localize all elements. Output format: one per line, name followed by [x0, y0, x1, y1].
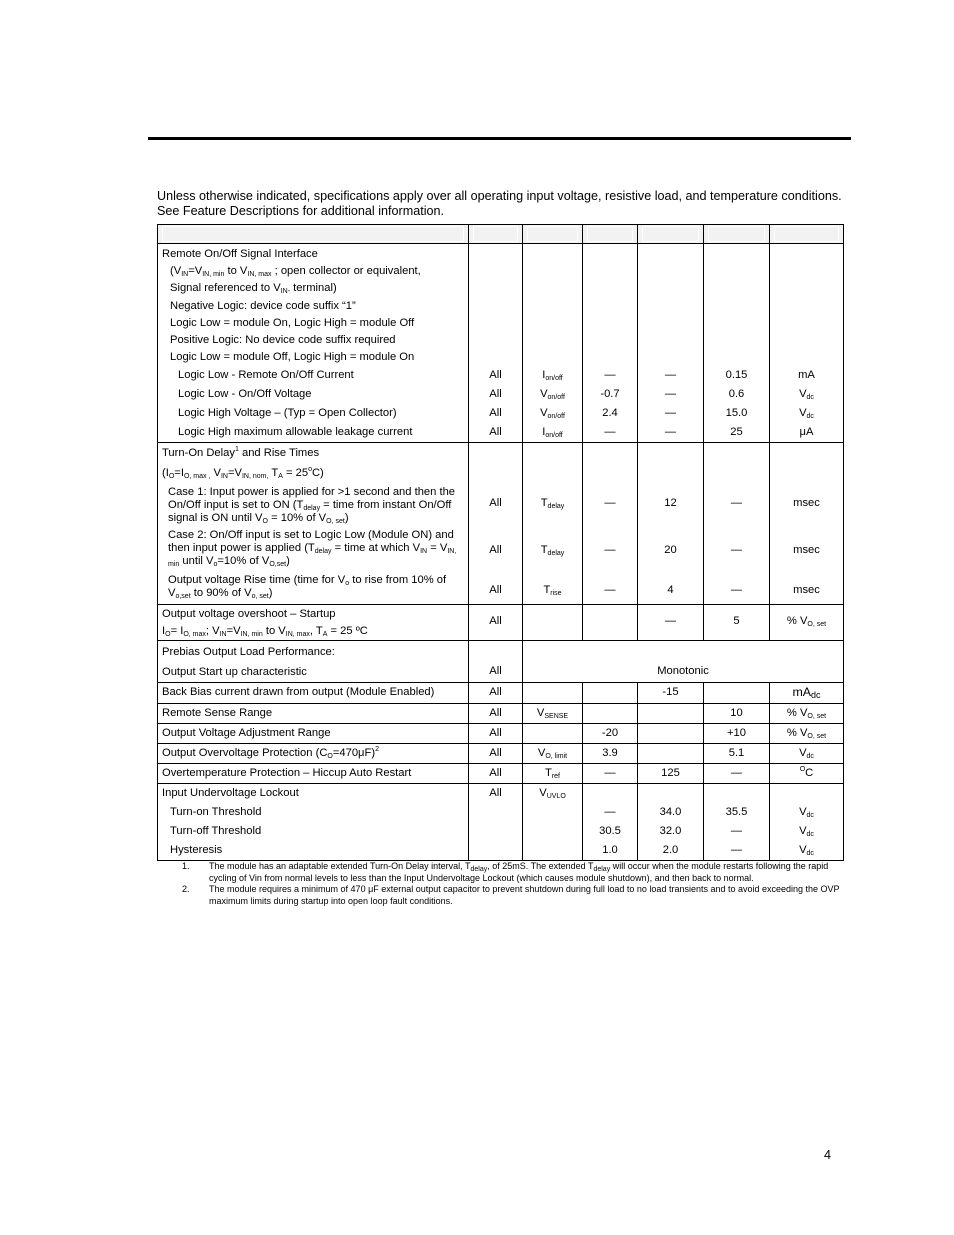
section-title: Remote On/Off Signal Interface	[162, 248, 318, 260]
param-label: Hysteresis	[170, 844, 223, 857]
symbol-cell: $I_{on/off}$ $V_{on/off}$ $V_{on/off}$ $I_{on/off}$	[523, 244, 583, 443]
table-row-uvlo	[158, 784, 844, 861]
case1-text: Case 1: Input power is applied for >1 second and then the On/Off input is set to ON ($T_{delay}$ = time from instant On/Off signal is ON until $V_O = 10\%$ of $V_{O, set}$)	[168, 486, 456, 526]
header-cell-symbol	[523, 225, 583, 244]
symbol-cell	[523, 605, 583, 641]
symbol-cell: $T_{ref}$	[523, 764, 583, 784]
unit-cell: msec msec msec	[770, 443, 844, 605]
table-row-turn-on-delay	[158, 443, 844, 605]
condition-line: $I_O= I_{O, max}$; $V_{IN}=V_{IN, min}$ to $V_{IN, max}$, $T_A = 25$ ºC	[162, 625, 368, 639]
param-cell	[158, 443, 469, 605]
param-label: Logic Low - On/Off Voltage	[178, 388, 312, 401]
unit-cell: $V_{dc}$	[770, 744, 844, 764]
param-cell: Input Undervoltage Lockout Turn-on Threshold Turn-off Threshold Hysteresis	[158, 784, 469, 861]
max-cell: +10	[704, 724, 770, 744]
typ-cell: 34.0 32.0 2.0	[638, 784, 704, 861]
typ-cell: 12 20 4	[638, 443, 704, 605]
header-cell-min	[583, 225, 638, 244]
table-header-row	[158, 225, 844, 244]
table-row-remote-onoff	[158, 244, 844, 443]
header-cell-max	[704, 225, 770, 244]
typ-cell	[638, 724, 704, 744]
max-cell	[704, 683, 770, 704]
unit-cell: $^O$C	[770, 764, 844, 784]
device-cell: All All All	[469, 443, 523, 605]
logic-line: Logic Low = module Off, Logic High = module On	[170, 351, 415, 364]
table-row-overshoot	[158, 605, 844, 641]
typ-cell: -15	[638, 683, 704, 704]
max-cell: 0.15 0.6 15.0 25	[704, 244, 770, 443]
symbol-cell: $V_{UVLO}$	[523, 784, 583, 861]
symbol-cell	[523, 683, 583, 704]
header-cell-device	[469, 225, 523, 244]
min-cell	[583, 704, 638, 724]
device-cell: All	[469, 605, 523, 641]
unit-cell: % $V_{O, set}$	[770, 605, 844, 641]
param-label: Logic Low - Remote On/Off Current	[178, 369, 354, 382]
max-cell: —	[704, 764, 770, 784]
table-row-back-bias	[158, 683, 844, 704]
table-row-remote-sense	[158, 704, 844, 724]
max-cell: 5	[704, 605, 770, 641]
monotonic-cell: Monotonic	[523, 641, 844, 683]
condition-line: ($V_{IN}=V_{IN, min}$ to $V_{IN, max}$ ; open collector or equivalent,	[170, 265, 421, 279]
footnotes	[182, 861, 842, 907]
header-cell-parameter	[158, 225, 469, 244]
param-cell: Output Overvoltage Protection $(C_O=470\mu F)^2$	[158, 744, 469, 764]
param-label: Turn-on Threshold	[170, 806, 262, 819]
param-cell: Back Bias current drawn from output (Module Enabled)	[158, 683, 469, 704]
header-cell-typ	[638, 225, 704, 244]
min-cell: —	[583, 764, 638, 784]
case2-text: Case 2: On/Off input is set to Logic Low (Module ON) and then input power is applied ($T_{delay}$ = time at which $V_{IN} = V_{IN, min}$ until $V_o=10\%$ of $V_{O,set}$)	[168, 529, 457, 569]
device-cell: All	[469, 683, 523, 704]
max-cell: 35.5 — —	[704, 784, 770, 861]
min-cell: — 30.5 1.0	[583, 784, 638, 861]
min-cell	[583, 605, 638, 641]
device-cell: All All All All	[469, 244, 523, 443]
typ-cell: —	[638, 605, 704, 641]
symbol-cell: $T_{delay}$ $T_{delay}$ $T_{rise}$	[523, 443, 583, 605]
min-cell: — -0.7 2.4 —	[583, 244, 638, 443]
device-cell: All	[469, 724, 523, 744]
table-row-adjustment	[158, 724, 844, 744]
param-cell	[158, 244, 469, 443]
device-cell: All	[469, 764, 523, 784]
unit-cell: % $V_{O, set}$	[770, 704, 844, 724]
rise-text: Output voltage Rise time (time for $V_o$ to rise from 10% of $V_{o,set}$ to 90% of $V_{o, set}$)	[168, 574, 447, 601]
section-title: Turn-On Delay$^1$ and Rise Times	[162, 446, 320, 460]
unit-cell: mA $V_{dc}$ $V_{dc}$ μA	[770, 244, 844, 443]
param-label: Turn-off Threshold	[170, 825, 262, 838]
header-rule	[148, 137, 851, 140]
max-cell: 5.1	[704, 744, 770, 764]
spec-table	[157, 224, 844, 861]
footnote-1: 1. The module has an adaptable extended Turn-On Delay interval, $T_{delay}$, of 25mS. The extended $T_{delay}$ will occur when the module restarts following the rapid cycling of Vin from normal levels to less than the Input Undervoltage Lockout (which causes module shutdown), and then back to normal.	[182, 861, 829, 883]
unit-cell: $mA_{dc}$	[770, 683, 844, 704]
condition-line: Signal referenced to $V_{IN-}$ terminal)	[170, 282, 337, 296]
param-cell: Output Voltage Adjustment Range	[158, 724, 469, 744]
max-cell: 10	[704, 704, 770, 724]
device-cell: All	[469, 704, 523, 724]
typ-cell: — — — —	[638, 244, 704, 443]
min-cell	[583, 683, 638, 704]
symbol-cell	[523, 724, 583, 744]
param-cell: Prebias Output Load Performance: Output Start up characteristic	[158, 641, 469, 683]
device-cell: All	[469, 641, 523, 683]
page-number: 4	[824, 1148, 832, 1162]
table-row-prebias-startup	[158, 641, 844, 683]
symbol-cell: $V_{SENSE}$	[523, 704, 583, 724]
max-cell: — — —	[704, 443, 770, 605]
logic-line: Logic Low = module On, Logic High = module Off	[170, 316, 415, 329]
intro-text: Unless otherwise indicated, specifications apply over all operating input voltage, resistive load, and temperature conditions. See Feature Descriptions for additional information.	[157, 189, 842, 218]
table-row-otp	[158, 764, 844, 784]
param-cell: Overtemperature Protection – Hiccup Auto Restart	[158, 764, 469, 784]
typ-cell	[638, 704, 704, 724]
condition-line: ($I_O=I_{O, max ,}$ $V_{IN}=V_{IN, nom,}$ $T_A = 25^oC$)	[162, 466, 324, 481]
param-cell: Remote Sense Range	[158, 704, 469, 724]
unit-cell: % $V_{O, set}$	[770, 724, 844, 744]
min-cell: -20	[583, 724, 638, 744]
param-label: Logic High Voltage – (Typ = Open Collector)	[178, 407, 397, 420]
table-row-ovp	[158, 744, 844, 764]
device-cell: All	[469, 784, 523, 861]
logic-line: Negative Logic: device code suffix “1”	[170, 299, 356, 312]
unit-cell: $V_{dc}$ $V_{dc}$ $V_{dc}$	[770, 784, 844, 861]
typ-cell: 125	[638, 764, 704, 784]
footnote-2: 2. The module requires a minimum of 470 μF external output capacitor to prevent shutdown during full load to no load transients and to avoid exceeding the OVP maximum limits during startup into open loop fault conditions.	[182, 884, 840, 906]
min-cell: — — —	[583, 443, 638, 605]
param-cell: Output voltage overshoot – Startup $I_O= I_{O, max}$; $V_{IN}=V_{IN, min}$ to $V_{IN, max}$, $T_A = 25$ ºC	[158, 605, 469, 641]
min-cell: 3.9	[583, 744, 638, 764]
header-cell-unit	[770, 225, 844, 244]
typ-cell	[638, 744, 704, 764]
device-cell: All	[469, 744, 523, 764]
param-label: Logic High maximum allowable leakage current	[178, 426, 413, 439]
logic-line: Positive Logic: No device code suffix required	[170, 334, 396, 347]
symbol-cell: $V_{O, limit}$	[523, 744, 583, 764]
